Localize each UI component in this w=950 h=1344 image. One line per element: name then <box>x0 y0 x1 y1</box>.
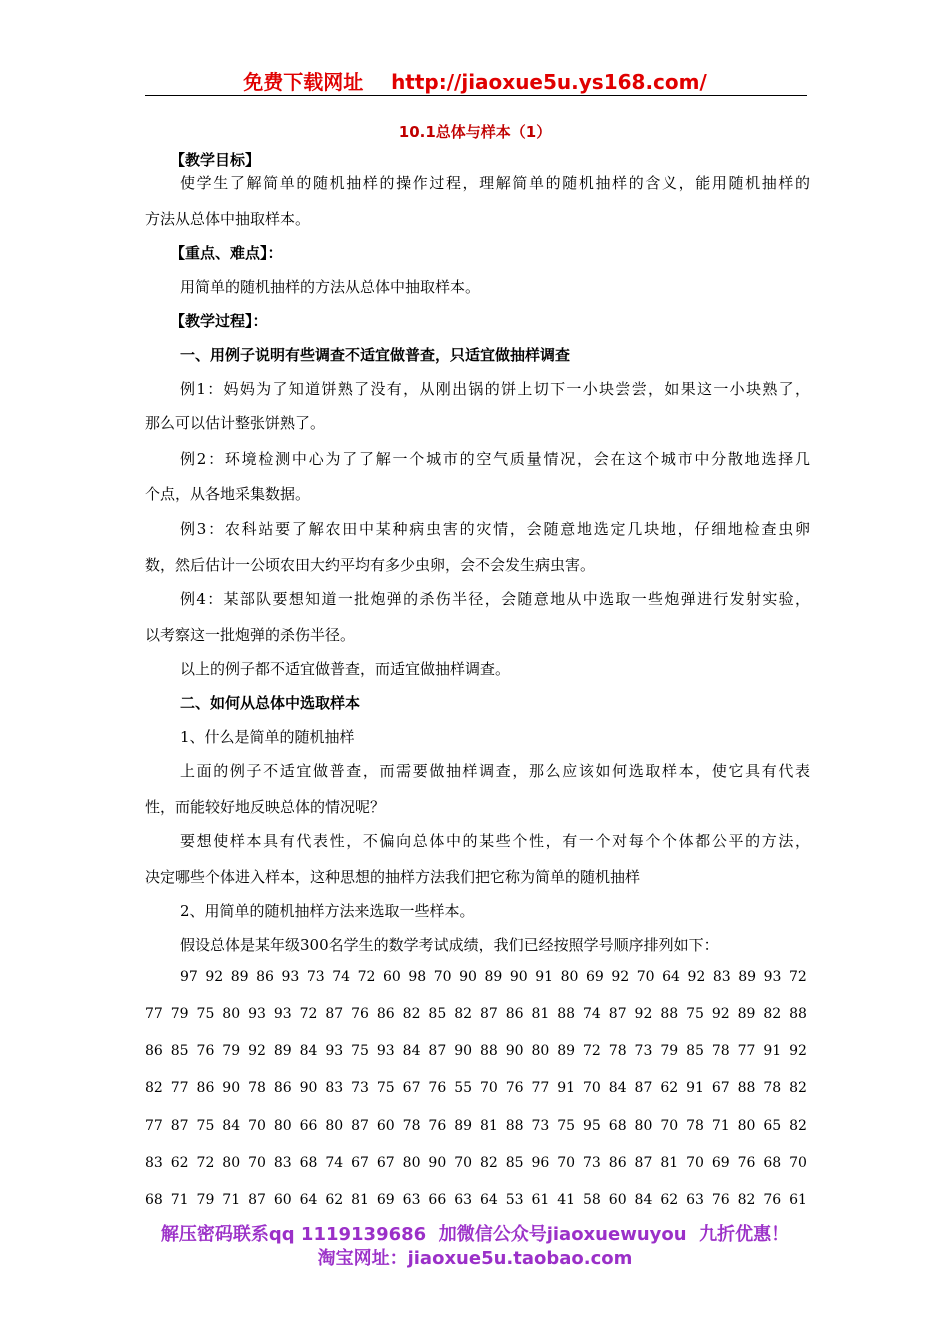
score-value: 81 <box>660 1155 679 1171</box>
score-value: 67 <box>711 1080 730 1096</box>
score-value: 61 <box>789 1192 807 1208</box>
score-value: 80 <box>402 1155 421 1171</box>
score-value: 84 <box>222 1118 241 1134</box>
score-value: 77 <box>737 1043 756 1059</box>
score-value: 78 <box>686 1118 704 1134</box>
score-value: 76 <box>351 1006 369 1022</box>
score-value: 78 <box>402 1118 421 1134</box>
question-1-text-4: 决定哪些个体进入样本，这种思想的抽样方法我们把它称为简单的随机抽样 <box>145 868 641 886</box>
score-value: 70 <box>433 969 452 985</box>
score-value: 72 <box>299 1006 318 1022</box>
score-value: 72 <box>357 969 376 985</box>
score-value: 76 <box>428 1118 447 1134</box>
score-value: 93 <box>248 1006 266 1022</box>
scores-row-6 <box>145 1153 807 1173</box>
score-value: 80 <box>531 1043 550 1059</box>
process-heading: 【教学过程】： <box>170 312 268 330</box>
score-value: 90 <box>222 1080 241 1096</box>
score-value: 88 <box>505 1118 524 1134</box>
score-value: 71 <box>170 1192 189 1208</box>
score-value: 76 <box>763 1192 782 1208</box>
score-value: 86 <box>376 1006 395 1022</box>
score-value: 80 <box>222 1006 241 1022</box>
score-value: 91 <box>686 1080 704 1096</box>
score-value: 70 <box>248 1155 266 1171</box>
score-value: 74 <box>325 1155 344 1171</box>
document-title: 10.1总体与样本（1） <box>398 123 552 141</box>
score-value: 89 <box>454 1118 473 1134</box>
score-value: 77 <box>170 1080 189 1096</box>
score-value: 85 <box>505 1155 524 1171</box>
score-value: 90 <box>299 1080 318 1096</box>
score-value: 83 <box>273 1155 292 1171</box>
score-value: 92 <box>248 1043 266 1059</box>
score-value: 82 <box>145 1080 163 1096</box>
score-value: 73 <box>583 1155 601 1171</box>
goal-heading: 【教学目标】 <box>170 151 261 169</box>
score-value: 62 <box>170 1155 189 1171</box>
question-2-heading: 2、用简单的随机抽样方法来选取一些样本。 <box>180 902 475 920</box>
score-value: 70 <box>479 1080 498 1096</box>
key-heading: 【重点、难点】： <box>170 244 283 262</box>
score-value: 93 <box>763 969 782 985</box>
score-value: 69 <box>376 1192 395 1208</box>
score-value: 58 <box>583 1192 601 1208</box>
key-text: 用简单的随机抽样的方法从总体中抽取样本。 <box>180 278 481 296</box>
score-value: 75 <box>351 1043 369 1059</box>
score-value: 66 <box>428 1192 447 1208</box>
score-value: 64 <box>662 969 680 985</box>
score-value: 80 <box>560 969 579 985</box>
score-value: 89 <box>484 969 503 985</box>
score-value: 73 <box>306 969 325 985</box>
score-value: 78 <box>763 1080 782 1096</box>
score-value: 82 <box>763 1006 782 1022</box>
score-value: 96 <box>531 1155 550 1171</box>
score-value: 89 <box>738 969 757 985</box>
score-value: 68 <box>145 1192 163 1208</box>
scores-row-1 <box>180 967 807 987</box>
score-value: 91 <box>763 1043 782 1059</box>
score-value: 70 <box>583 1080 601 1096</box>
score-value: 89 <box>273 1043 292 1059</box>
score-value: 82 <box>737 1192 756 1208</box>
score-value: 79 <box>660 1043 679 1059</box>
score-value: 70 <box>557 1155 576 1171</box>
score-value: 76 <box>196 1043 215 1059</box>
score-value: 87 <box>325 1006 344 1022</box>
score-value: 89 <box>230 969 249 985</box>
score-value: 75 <box>196 1118 215 1134</box>
score-value: 78 <box>711 1043 730 1059</box>
example-1-line-2: 那么可以估计整张饼熟了。 <box>145 414 326 432</box>
score-value: 88 <box>737 1080 756 1096</box>
header-label: 免费下载网址 <box>243 70 364 94</box>
score-value: 88 <box>660 1006 679 1022</box>
score-value: 55 <box>454 1080 473 1096</box>
score-value: 62 <box>325 1192 344 1208</box>
example-1-line-1: 例1：妈妈为了知道饼熟了没有，从刚出锅的饼上切下一小块尝尝，如果这一小块熟了， <box>180 380 810 398</box>
score-value: 92 <box>634 1006 653 1022</box>
score-value: 74 <box>583 1006 601 1022</box>
score-value: 87 <box>479 1006 498 1022</box>
score-value: 87 <box>428 1043 447 1059</box>
score-value: 78 <box>248 1080 266 1096</box>
score-value: 84 <box>402 1043 421 1059</box>
score-value: 87 <box>248 1192 266 1208</box>
score-value: 70 <box>454 1155 473 1171</box>
part1-heading: 一、用例子说明有些调查不适宜做普查，只适宜做抽样调查 <box>180 346 571 364</box>
score-value: 92 <box>789 1043 807 1059</box>
score-value: 98 <box>408 969 427 985</box>
score-value: 73 <box>531 1118 550 1134</box>
score-value: 63 <box>402 1192 421 1208</box>
goal-text-1: 使学生了解简单的随机抽样的操作过程，理解简单的随机抽样的含义，能用随机抽样的 <box>180 174 810 192</box>
score-value: 72 <box>789 969 807 985</box>
score-value: 87 <box>608 1006 627 1022</box>
score-value: 78 <box>608 1043 627 1059</box>
score-value: 68 <box>763 1155 782 1171</box>
score-value: 80 <box>273 1118 292 1134</box>
scores-row-5 <box>145 1116 807 1136</box>
score-value: 90 <box>428 1155 447 1171</box>
score-value: 90 <box>509 969 528 985</box>
score-value: 73 <box>634 1043 653 1059</box>
example-2-line-2: 个点，从各地采集数据。 <box>145 485 311 503</box>
score-value: 75 <box>376 1080 395 1096</box>
example-4-line-1: 例4：某部队要想知道一批炮弹的杀伤半径，会随意地从中选取一些炮弹进行发射实验， <box>180 590 810 608</box>
example-4-line-2: 以考察这一批炮弹的杀伤半径。 <box>145 626 356 644</box>
score-value: 88 <box>557 1006 576 1022</box>
score-value: 90 <box>454 1043 473 1059</box>
score-value: 73 <box>351 1080 369 1096</box>
score-value: 85 <box>686 1043 704 1059</box>
example-3-line-1: 例3：农科站要了解农田中某种病虫害的灾情，会随意地选定几块地，仔细地检查虫卵 <box>180 520 810 538</box>
score-value: 63 <box>686 1192 704 1208</box>
header-url[interactable]: http://jiaoxue5u.ys168.com/ <box>391 70 707 94</box>
score-value: 82 <box>402 1006 421 1022</box>
score-value: 81 <box>531 1006 550 1022</box>
score-value: 89 <box>557 1043 576 1059</box>
page-header <box>0 66 950 95</box>
score-value: 88 <box>789 1006 807 1022</box>
score-value: 82 <box>789 1080 807 1096</box>
score-value: 84 <box>299 1043 318 1059</box>
score-value: 82 <box>454 1006 473 1022</box>
score-value: 41 <box>557 1192 576 1208</box>
score-value: 83 <box>145 1155 163 1171</box>
score-value: 60 <box>383 969 401 985</box>
score-value: 71 <box>711 1118 730 1134</box>
example-2-line-1: 例2：环境检测中心为了了解一个城市的空气质量情况，会在这个城市中分散地选择几 <box>180 450 810 468</box>
score-value: 87 <box>170 1118 189 1134</box>
score-value: 84 <box>634 1192 653 1208</box>
score-value: 86 <box>608 1155 627 1171</box>
scores-row-3 <box>145 1041 807 1061</box>
score-value: 76 <box>505 1080 524 1096</box>
score-value: 64 <box>479 1192 498 1208</box>
score-value: 87 <box>351 1118 369 1134</box>
score-value: 80 <box>222 1155 241 1171</box>
score-value: 63 <box>454 1192 473 1208</box>
score-value: 67 <box>351 1155 369 1171</box>
score-value: 60 <box>273 1192 292 1208</box>
score-value: 62 <box>660 1192 679 1208</box>
score-value: 86 <box>273 1080 292 1096</box>
score-value: 76 <box>711 1192 730 1208</box>
score-value: 68 <box>299 1155 318 1171</box>
score-value: 67 <box>402 1080 421 1096</box>
score-value: 85 <box>170 1043 189 1059</box>
score-value: 86 <box>505 1006 524 1022</box>
header-divider <box>145 95 807 96</box>
score-value: 87 <box>634 1155 653 1171</box>
scores-row-7 <box>145 1190 807 1210</box>
score-value: 80 <box>737 1118 756 1134</box>
score-value: 93 <box>273 1006 292 1022</box>
score-value: 76 <box>737 1155 756 1171</box>
score-value: 70 <box>686 1155 704 1171</box>
question-1-heading: 1、什么是简单的随机抽样 <box>180 728 355 746</box>
score-value: 85 <box>428 1006 447 1022</box>
example-3-line-2: 数，然后估计一公顷农田大约平均有多少虫卵，会不会发生病虫害。 <box>145 556 596 574</box>
score-value: 69 <box>586 969 604 985</box>
examples-summary: 以上的例子都不适宜做普查，而适宜做抽样调查。 <box>180 660 511 678</box>
score-value: 75 <box>196 1006 215 1022</box>
score-value: 81 <box>351 1192 369 1208</box>
score-value: 62 <box>660 1080 679 1096</box>
score-value: 95 <box>583 1118 601 1134</box>
score-value: 65 <box>763 1118 782 1134</box>
question-1-text-2: 性，而能较好地反映总体的情况呢？ <box>145 798 386 816</box>
score-value: 86 <box>256 969 274 985</box>
score-value: 70 <box>636 969 655 985</box>
score-value: 72 <box>583 1043 601 1059</box>
score-value: 87 <box>634 1080 653 1096</box>
score-value: 70 <box>789 1155 807 1171</box>
footer-shop-url[interactable]: 淘宝网址：jiaoxue5u.taobao.com <box>317 1248 633 1269</box>
score-value: 92 <box>205 969 224 985</box>
score-value: 60 <box>608 1192 627 1208</box>
score-value: 64 <box>299 1192 318 1208</box>
score-value: 91 <box>535 969 554 985</box>
question-2-intro: 假设总体是某年级300名学生的数学考试成绩，我们已经按照学号顺序排列如下： <box>180 936 719 954</box>
score-value: 61 <box>531 1192 550 1208</box>
score-value: 92 <box>687 969 706 985</box>
score-value: 93 <box>325 1043 344 1059</box>
goal-text-2: 方法从总体中抽取样本。 <box>145 210 311 228</box>
score-value: 68 <box>608 1118 627 1134</box>
score-value: 91 <box>557 1080 576 1096</box>
score-value: 67 <box>376 1155 395 1171</box>
score-value: 93 <box>376 1043 395 1059</box>
score-value: 53 <box>505 1192 524 1208</box>
score-value: 60 <box>376 1118 395 1134</box>
score-value: 75 <box>686 1006 704 1022</box>
scores-row-2 <box>145 1004 807 1024</box>
score-value: 90 <box>505 1043 524 1059</box>
score-value: 75 <box>557 1118 576 1134</box>
score-value: 92 <box>611 969 630 985</box>
score-value: 86 <box>196 1080 215 1096</box>
score-value: 92 <box>711 1006 730 1022</box>
score-value: 83 <box>712 969 731 985</box>
score-value: 71 <box>222 1192 241 1208</box>
score-value: 69 <box>711 1155 730 1171</box>
score-value: 70 <box>248 1118 266 1134</box>
score-value: 74 <box>332 969 351 985</box>
score-value: 97 <box>180 969 198 985</box>
score-value: 79 <box>196 1192 215 1208</box>
score-value: 84 <box>608 1080 627 1096</box>
score-value: 82 <box>479 1155 498 1171</box>
score-value: 76 <box>428 1080 447 1096</box>
score-value: 79 <box>222 1043 241 1059</box>
score-value: 83 <box>325 1080 344 1096</box>
score-value: 72 <box>196 1155 215 1171</box>
score-value: 86 <box>145 1043 163 1059</box>
score-value: 80 <box>634 1118 653 1134</box>
footer-contact: 解压密码联系qq 1119139686 加微信公众号jiaoxuewuyou 九折优惠！ <box>160 1224 790 1245</box>
score-value: 77 <box>531 1080 550 1096</box>
score-value: 70 <box>660 1118 679 1134</box>
score-value: 93 <box>281 969 300 985</box>
part2-heading: 二、如何从总体中选取样本 <box>180 694 361 712</box>
score-value: 79 <box>170 1006 189 1022</box>
score-value: 66 <box>299 1118 318 1134</box>
score-value: 80 <box>325 1118 344 1134</box>
score-value: 88 <box>479 1043 498 1059</box>
score-value: 81 <box>479 1118 498 1134</box>
score-value: 77 <box>145 1006 163 1022</box>
score-value: 77 <box>145 1118 163 1134</box>
score-value: 89 <box>737 1006 756 1022</box>
score-value: 90 <box>459 969 477 985</box>
score-value: 82 <box>789 1118 807 1134</box>
question-1-text-1: 上面的例子不适宜做普查，而需要做抽样调查，那么应该如何选取样本，使它具有代表 <box>180 762 810 780</box>
scores-row-4 <box>145 1078 807 1098</box>
question-1-text-3: 要想使样本具有代表性，不偏向总体中的某些个性，有一个对每个个体都公平的方法， <box>180 832 810 850</box>
